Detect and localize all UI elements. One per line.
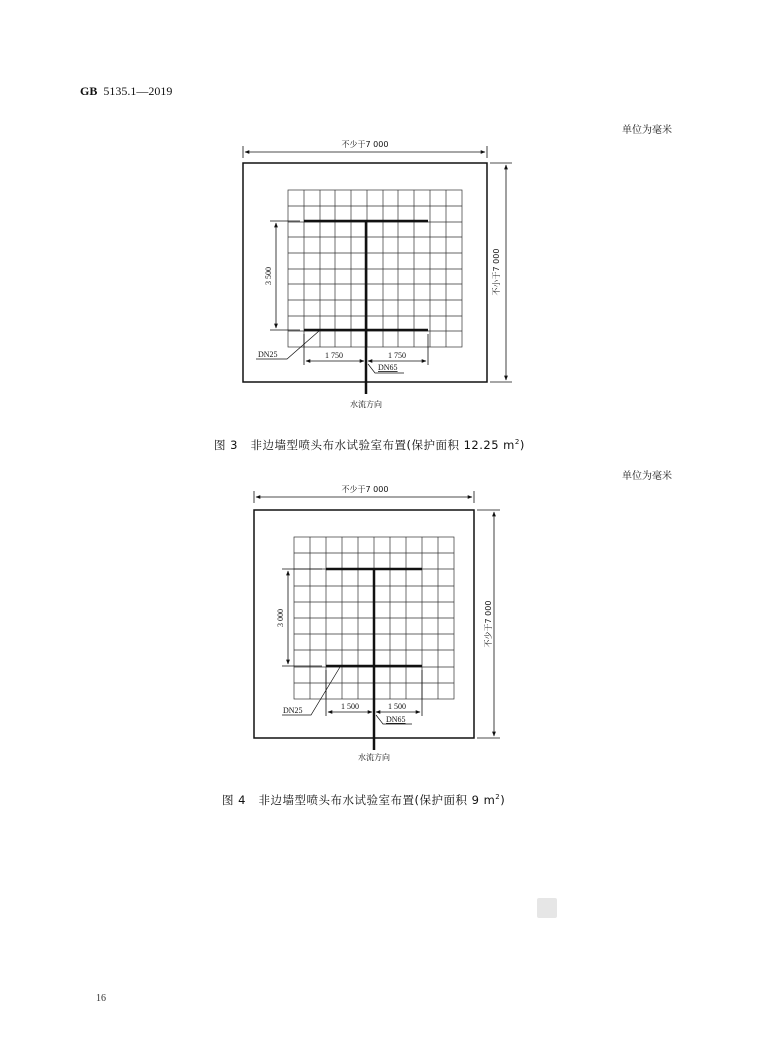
figure3-pipes	[304, 221, 428, 394]
figure3-top-dim-label: 不少于7 000	[341, 140, 389, 149]
figure4-vertical-dim-label: 3 000	[276, 609, 285, 627]
figure4-top-dim-label: 不少于7 000	[341, 485, 389, 494]
standard-number: 5135.1—2019	[103, 84, 173, 98]
page-number: 16	[96, 993, 106, 1004]
figure3-caption-sup: 2	[514, 438, 520, 447]
figure3-dn25-label: DN25	[258, 350, 278, 359]
figure4-left-half-label: 1 500	[341, 702, 359, 711]
figure3-caption-end: )	[519, 438, 525, 452]
figure3-grid	[288, 190, 462, 347]
figure3-flow-label: 水流方向	[350, 400, 382, 409]
scroll-marker	[537, 898, 557, 918]
figure4-flow-label: 水流方向	[358, 753, 390, 762]
figure4-room-outline	[254, 510, 474, 738]
figure3-caption-text: 非边墙型喷头布水试验室布置(保护面积 12.25 m	[250, 438, 515, 452]
figure3-caption-prefix: 图 3	[214, 438, 238, 452]
figure4-caption-prefix: 图 4	[222, 793, 246, 807]
figure3-left-half-label: 1 750	[325, 351, 343, 360]
figure4-dn25-label: DN25	[283, 706, 303, 715]
figure4-pipes	[326, 569, 422, 750]
figure4-caption-text: 非边墙型喷头布水试验室布置(保护面积 9 m	[258, 793, 496, 807]
figure4-vertical-dimension	[282, 569, 322, 666]
standard-code: GB	[80, 84, 98, 98]
figure3-dn65-label: DN65	[378, 363, 398, 372]
figure3-right-dim-label: 不小于7 000	[492, 248, 501, 296]
figure4-unit-note: 单位为毫米	[622, 471, 672, 482]
figure3-caption	[214, 437, 525, 453]
figure4-right-half-label: 1 500	[388, 702, 406, 711]
figure4-caption-sup: 2	[495, 793, 501, 802]
figure3-vertical-dim-label: 3 500	[264, 267, 273, 285]
figure3-unit-note: 单位为毫米	[622, 125, 672, 136]
figure4-right-dim-label: 不少于7 000	[484, 600, 493, 648]
figure3-right-half-label: 1 750	[388, 351, 406, 360]
figure4-caption	[222, 792, 505, 808]
figure4-dn65-label: DN65	[386, 715, 406, 724]
figure4-caption-end: )	[500, 793, 506, 807]
